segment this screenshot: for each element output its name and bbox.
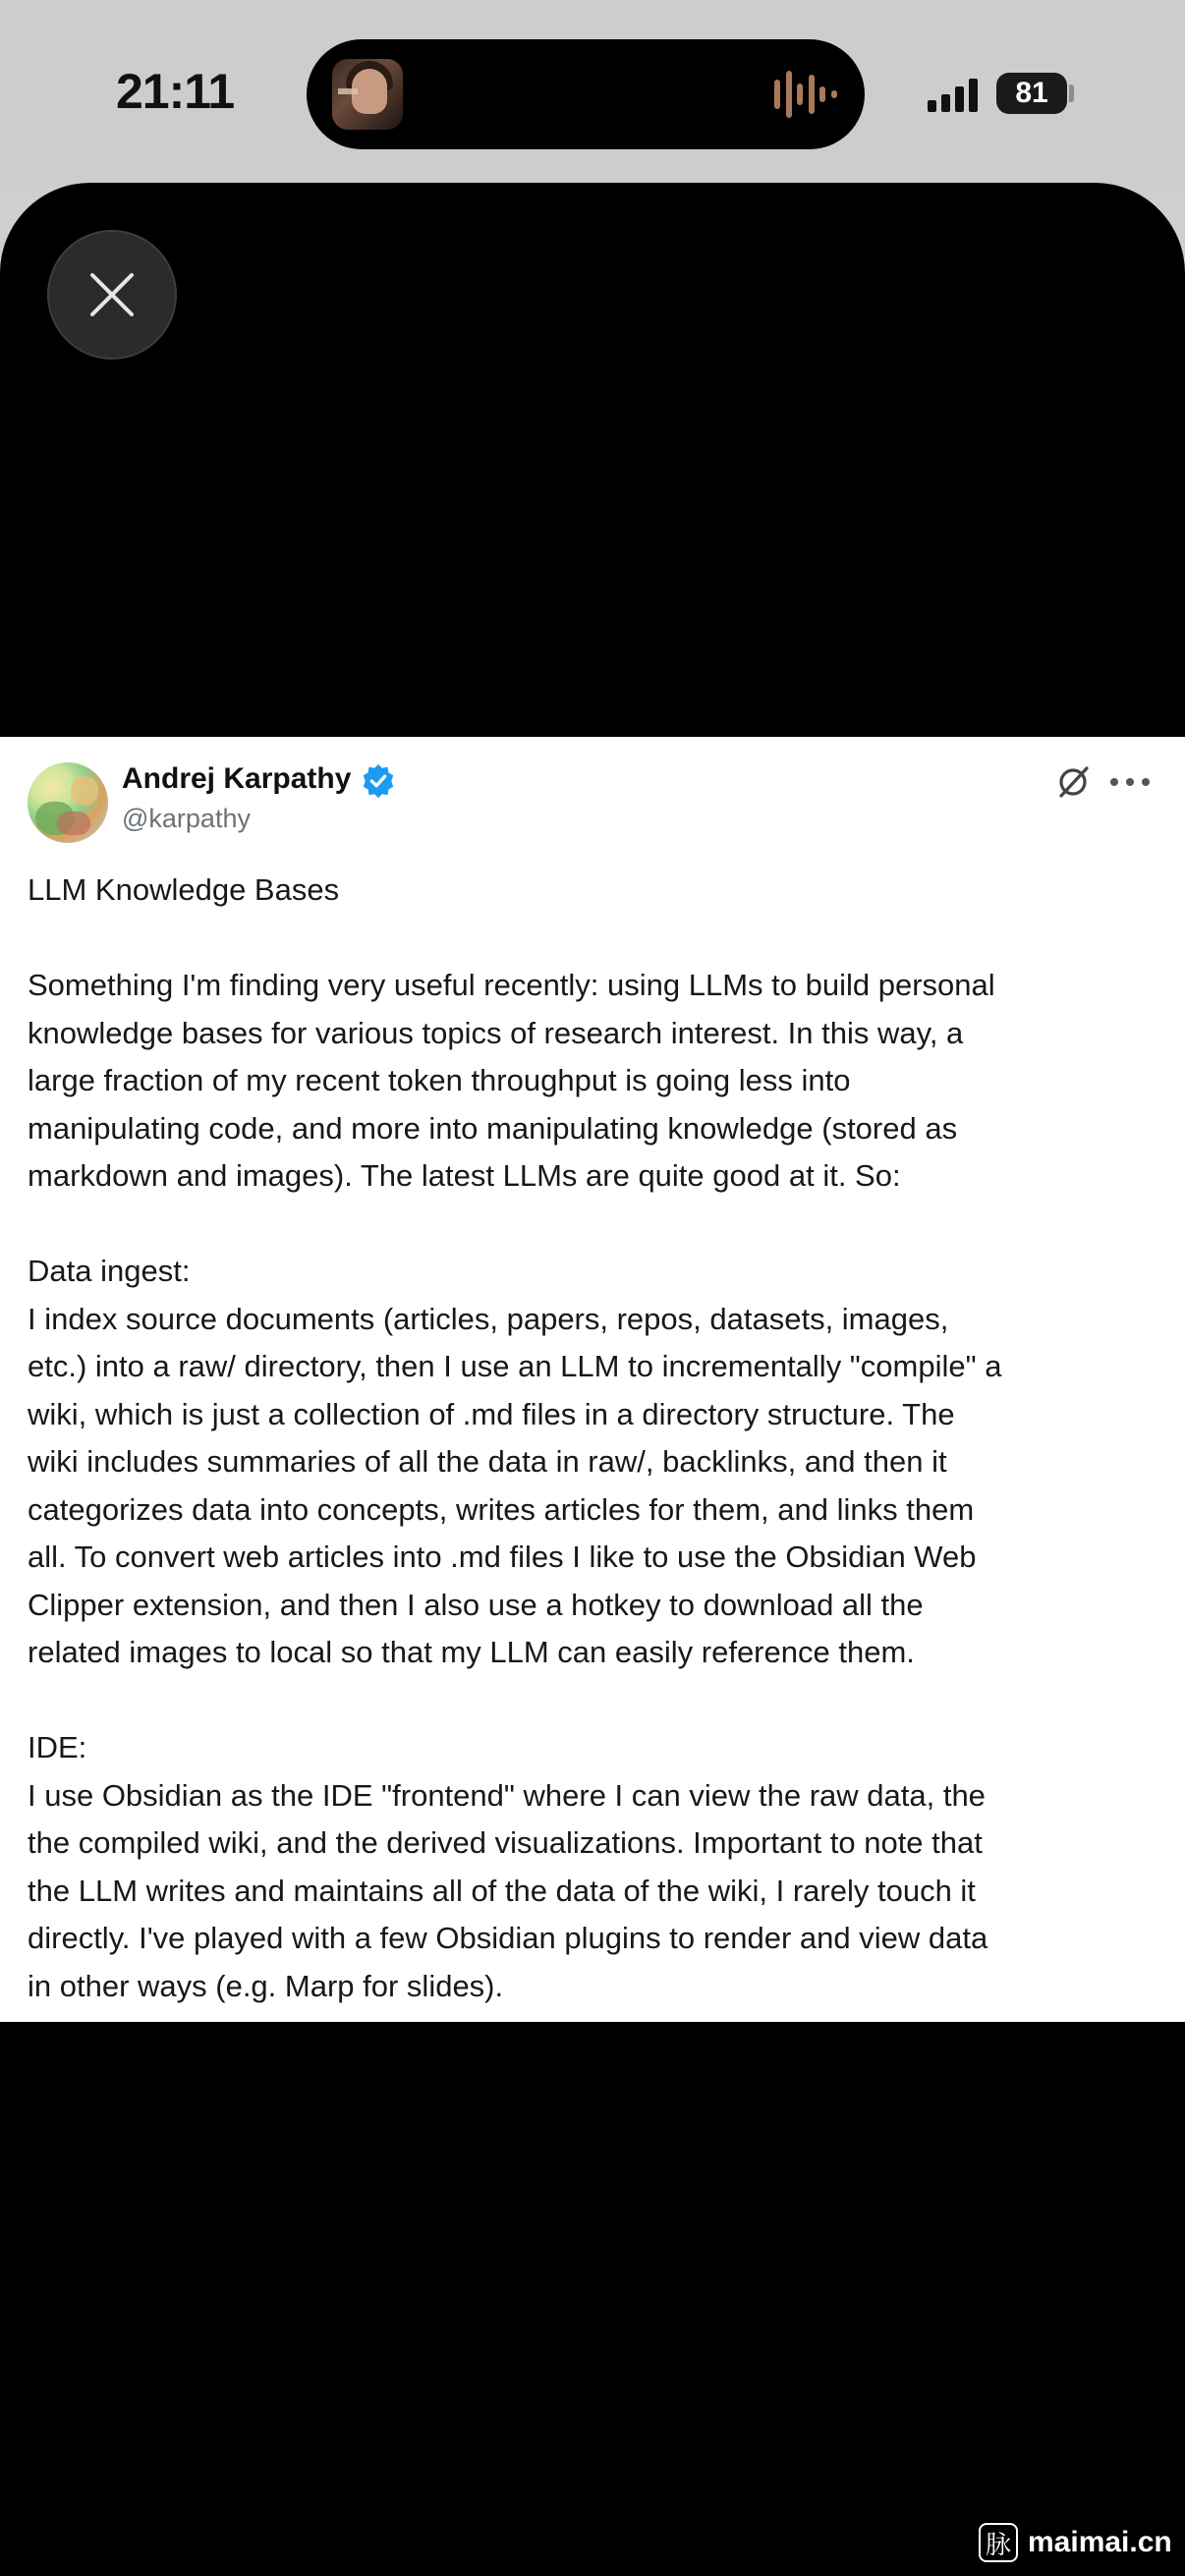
avatar [28,762,108,843]
grok-icon [1053,762,1093,802]
battery-icon [996,73,1067,114]
cellular-signal-icon [928,77,979,112]
close-button[interactable] [47,230,177,360]
audio-waveform-icon [774,69,837,120]
tweet-line: knowledge bases for various topics of research interest. In this way, a [28,1015,964,1050]
author-handle: @karpathy [122,804,251,833]
status-time: 21:11 [116,64,235,119]
tweet-line: Clipper extension, and then I also use a hotkey to download all the [28,1587,924,1622]
tweet-blank-line [28,1201,1167,1249]
status-bar [0,0,1185,187]
tweet-line: categorizes data into concepts, writes articles for them, and links them [28,1491,975,1527]
tweet-line: the compiled wiki, and the derived visualizations. Important to note that [28,1825,983,1860]
tweet-text [28,867,1167,2010]
tweet-line: Data ingest: [28,1254,191,1288]
tweet-line: I use Obsidian as the IDE "frontend" where I can view the raw data, the [28,1777,986,1813]
tweet-line: manipulating code, and more into manipulating knowledge (stored as [28,1110,958,1146]
tweet-line: in other ways (e.g. Marp for slides). [28,1968,504,2003]
tweet-line: wiki, which is just a collection of .md files in a directory structure. The [28,1396,955,1431]
tweet-blank-line [28,1677,1167,1725]
tweet-line: etc.) into a raw/ directory, then I use an LLM to incrementally "compile" a [28,1349,1002,1383]
watermark [979,2519,1172,2566]
tweet-line: markdown and images). The latest LLMs are quite good at it. So: [28,1158,901,1193]
tweet-line: Something I'm finding very useful recently: using LLMs to build personal [28,968,995,1002]
tweet-line: I index source documents (articles, papers, repos, datasets, images, [28,1301,949,1336]
maimai-logo-icon: 脉 [979,2523,1018,2562]
tweet-line: IDE: [28,1730,87,1764]
tweet-blank-line [28,915,1167,963]
tweet-line: related images to local so that my LLM can easily reference them. [28,1635,915,1669]
tweet-image[interactable] [0,737,1185,2022]
tweet-line: large fraction of my recent token throughput is going less into [28,1063,851,1097]
close-icon [86,269,138,320]
more-options-icon [1110,762,1150,802]
tweet-line: all. To convert web articles into .md files I like to use the Obsidian Web [28,1540,977,1574]
author-name: Andrej Karpathy [122,762,352,795]
watermark-text: maimai.cn [1028,2526,1172,2558]
tweet-line: the LLM writes and maintains all of the data of the wiki, I rarely touch it [28,1873,976,1908]
battery-tip [1069,84,1074,102]
battery-level: 81 [1015,77,1048,109]
tweet-line: wiki includes summaries of all the data in raw/, backlinks, and then it [28,1444,947,1479]
verified-badge-icon [360,762,397,800]
now-playing-artwork[interactable] [332,59,403,130]
dynamic-island[interactable] [307,39,865,149]
tweet-line: LLM Knowledge Bases [28,872,340,907]
tweet-line: directly. I've played with a few Obsidian plugins to render and view data [28,1921,988,1955]
